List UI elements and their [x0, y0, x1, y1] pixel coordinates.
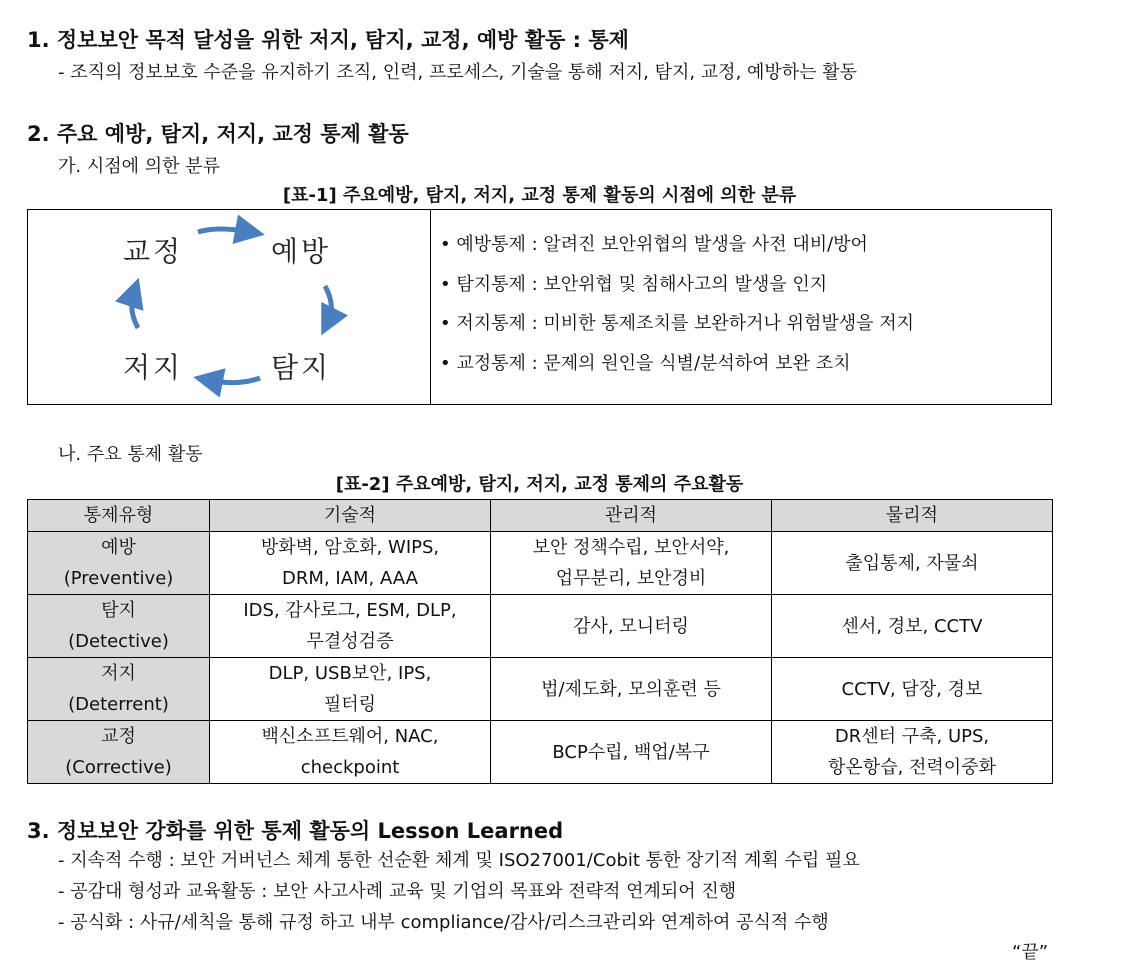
cell-technical: DLP, USB보안, IPS, 필터링 — [210, 658, 491, 721]
cycle-label-detective: 탐지 — [271, 351, 332, 384]
arrow-detective-to-deterrent — [208, 378, 260, 383]
table1 — [27, 209, 1052, 405]
bullet-corrective: • 교정통제 : 문제의 원인을 식별/분석하여 보완 조치 — [440, 352, 851, 374]
section1-heading: 1. 정보보안 목적 달성을 위한 저지, 탐지, 교정, 예방 활동 : 통제 — [27, 28, 629, 52]
table-row — [28, 721, 1053, 784]
table2-header-row — [28, 500, 1053, 532]
cell-physical: DR센터 구축, UPS, 항온항습, 전력이중화 — [772, 721, 1053, 784]
row-type: 저지 (Deterrent) — [28, 658, 210, 721]
cell-administrative: 법/제도화, 모의훈련 등 — [491, 658, 772, 721]
section2-sub-a: 가. 시점에 의한 분류 — [58, 156, 220, 177]
cell-physical: 센서, 경보, CCTV — [772, 595, 1053, 658]
header-physical: 물리적 — [772, 500, 1053, 532]
header-type: 통제유형 — [28, 500, 210, 532]
cell-administrative: 보안 정책수립, 보안서약, 업무분리, 보안경비 — [491, 532, 772, 595]
section2-heading: 2. 주요 예방, 탐지, 저지, 교정 통제 활동 — [27, 122, 409, 146]
cycle-label-preventive: 예방 — [271, 235, 332, 268]
table2 — [27, 499, 1053, 784]
table1-caption: [표-1] 주요예방, 탐지, 저지, 교정 통제 활동의 시점에 의한 분류 — [282, 185, 797, 206]
row-type: 교정 (Corrective) — [28, 721, 210, 784]
section2-sub-b: 나. 주요 통제 활동 — [58, 444, 203, 465]
bullet-preventive: • 예방통제 : 알려진 보안위협의 발생을 사전 대비/방어 — [440, 234, 868, 255]
arrow-preventive-to-detective — [325, 286, 331, 322]
section1-text: - 조직의 정보보호 수준을 유지하기 조직, 인력, 프로세스, 기술을 통해 저지, 탐지, 교정, 예방하는 활동 — [58, 62, 858, 83]
end-mark: “끝” — [1012, 942, 1049, 963]
cell-physical: CCTV, 담장, 경보 — [772, 658, 1053, 721]
cycle-label-deterrent: 저지 — [123, 351, 184, 384]
table-row — [28, 595, 1053, 658]
cell-technical: 백신소프트웨어, NAC, checkpoint — [210, 721, 491, 784]
cell-administrative: BCP수립, 백업/복구 — [491, 721, 772, 784]
row-type: 탐지 (Detective) — [28, 595, 210, 658]
cycle-arrows — [28, 210, 430, 406]
bullet-detective: • 탐지통제 : 보안위협 및 침해사고의 발생을 인지 — [440, 273, 828, 295]
arrow-deterrent-to-corrective — [132, 292, 138, 328]
lesson-item: - 지속적 수행 : 보안 거버넌스 체계 통한 선순환 체계 및 ISO27001/Cobit 통한 장기적 계획 수립 필요 — [58, 850, 860, 871]
section3-heading: 3. 정보보안 강화를 위한 통제 활동의 Lesson Learned — [27, 819, 564, 843]
table-row — [28, 532, 1053, 595]
bullet-deterrent: • 저지통제 : 미비한 통제조치를 보완하거나 위험발생을 저지 — [440, 313, 915, 334]
arrow-corrective-to-preventive — [198, 229, 250, 232]
header-technical: 기술적 — [210, 500, 491, 532]
table1-divider — [430, 210, 431, 404]
cycle-label-corrective: 교정 — [123, 235, 184, 268]
cell-administrative: 감사, 모니터링 — [491, 595, 772, 658]
header-administrative: 관리적 — [491, 500, 772, 532]
table-row — [28, 658, 1053, 721]
table1-bullet-list — [440, 225, 914, 383]
table2-caption: [표-2] 주요예방, 탐지, 저지, 교정 통제의 주요활동 — [335, 474, 744, 495]
cell-technical: 방화벽, 암호화, WIPS, DRM, IAM, AAA — [210, 532, 491, 595]
lesson-item: - 공식화 : 사규/세칙을 통해 규정 하고 내부 compliance/감사/리스크관리와 연계하여 공식적 수행 — [58, 912, 829, 933]
lesson-item: - 공감대 형성과 교육활동 : 보안 사고사례 교육 및 기업의 목표와 전략적 연계되어 진행 — [58, 881, 737, 902]
row-type: 예방 (Preventive) — [28, 532, 210, 595]
cell-technical: IDS, 감사로그, ESM, DLP, 무결성검증 — [210, 595, 491, 658]
cell-physical: 출입통제, 자물쇠 — [772, 532, 1053, 595]
